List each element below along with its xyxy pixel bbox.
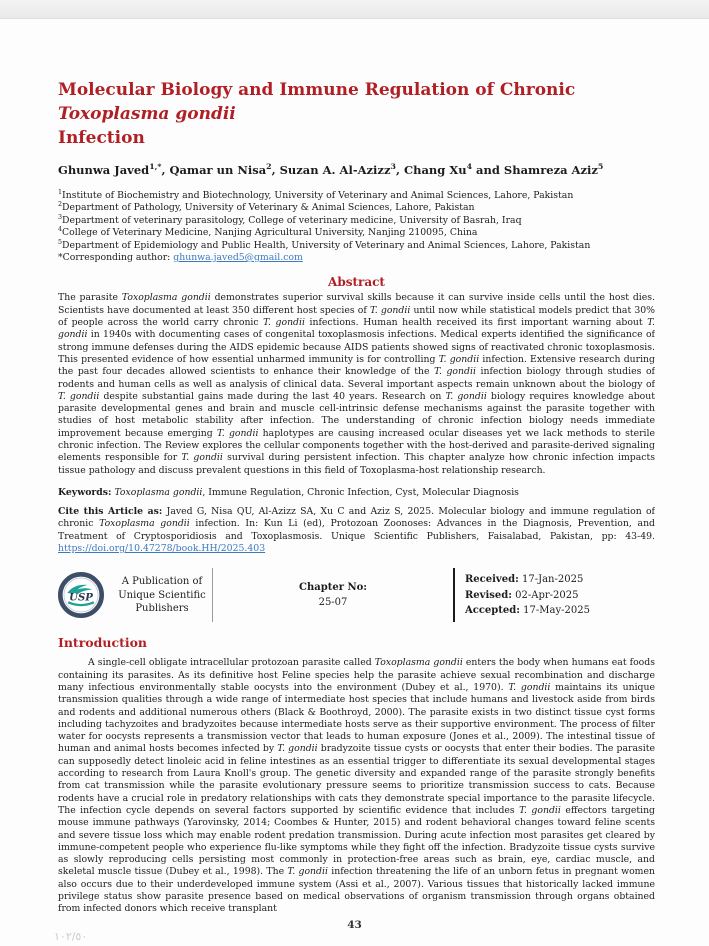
text-segment: 5 bbox=[597, 162, 604, 172]
page-top-band bbox=[0, 0, 709, 19]
text-segment: Javed G, Nisa QU, Al-Azizz SA, Xu C and Aziz S, 2025. Molecular biology and immune regulation of chronic bbox=[58, 506, 655, 530]
corresponding-author-label: *Corresponding author: bbox=[58, 252, 174, 264]
affiliation-line-2 bbox=[58, 202, 655, 214]
text-segment: maintains its unique transmission qualities through a wide range of intermediate host species that include humans and livestock aside from birds and rodents and additional numerous others (Black & Boothroyd, 2000). The parasite exists in two distinct tissue cyst forms including tachyzoites and bradyzoites because intermediate hosts serve as their supportive environment. The process of filter water for oocysts represents a transmission vector that leads to human exposure (Jones et al., 2009). The intestinal tissue of human and animal hosts becomes infected by bbox=[58, 681, 655, 755]
revised-label: Revised: bbox=[465, 589, 512, 601]
text-segment: infection. Extensive research during the past four decades allowed scientists to enhance their knowledge of the bbox=[58, 353, 655, 378]
text-segment: 4 bbox=[58, 226, 63, 234]
abstract-heading: Abstract bbox=[328, 275, 385, 290]
page-content bbox=[58, 78, 655, 916]
text-segment: T. gondii bbox=[438, 353, 480, 365]
text-segment: infections. Human health received its first important warning about bbox=[304, 317, 648, 329]
text-segment: T. gondii bbox=[58, 317, 655, 341]
text-segment: , Immune Regulation, Chronic Infection, Cyst, Molecular Diagnosis bbox=[202, 486, 519, 498]
dates-column bbox=[455, 572, 655, 619]
affiliations-block bbox=[58, 190, 655, 264]
publication-info-box bbox=[58, 566, 655, 624]
text-segment: T. gondii bbox=[369, 304, 411, 316]
text-segment: The parasite bbox=[58, 292, 122, 304]
text-segment: Toxoplasma gondii bbox=[58, 104, 236, 124]
accepted-date-row bbox=[465, 603, 655, 619]
text-segment: T. gondii bbox=[287, 866, 328, 878]
text-segment: Infection bbox=[58, 128, 145, 148]
usp-logo-icon bbox=[58, 572, 104, 618]
introduction-body bbox=[58, 657, 655, 915]
text-segment: T. gondii bbox=[216, 427, 259, 439]
text-segment: 1,* bbox=[149, 162, 162, 172]
cite-label: Cite this Article as: bbox=[58, 506, 163, 518]
text-segment: Institute of Biochemistry and Biotechnology, University of Veterinary and Animal Sciences, Lahore, Pakistan bbox=[62, 190, 574, 201]
chapter-column bbox=[213, 580, 453, 610]
text-segment: 2 bbox=[266, 162, 272, 172]
received-value: 17-Jan-2025 bbox=[521, 574, 584, 586]
doi-link[interactable]: https://doi.org/10.47278/book.HH/2025.403 bbox=[58, 543, 266, 555]
corresponding-author-line bbox=[58, 252, 655, 264]
text-segment: T. gondii bbox=[434, 366, 476, 378]
introduction-heading: Introduction bbox=[58, 635, 148, 651]
text-segment: Department of Epidemiology and Public Health, University of Veterinary and Animal Sciences, Lahore, Pakistan bbox=[62, 239, 591, 251]
text-segment: Ghunwa Javed bbox=[58, 163, 150, 177]
corner-mark: ١٠٢/٥٠ bbox=[54, 930, 88, 943]
text-segment: 2 bbox=[58, 201, 63, 209]
text-segment: haplotypes are causing increased ocular diseases yet we lack methods to sterile chronic infection. The Review explores the cellular components together with the host-derived and parasite-derived signaling elements responsible for bbox=[58, 427, 655, 464]
abstract-body bbox=[58, 292, 655, 476]
received-date-row bbox=[465, 572, 655, 588]
affiliation-line-3 bbox=[58, 215, 655, 227]
usp-logo-text: USP bbox=[69, 591, 93, 604]
text-segment: bradyzoite tissue cysts or oocysts that enter their bodies. The parasite can supposedly detect linoleic acid in feline intestines as an essential trigger to differentiate its sexual developmental stages according to research from Laura Knoll's group. The genetic diversity and expanded range of the parasite strongly benefits from cat transmission while the parasite evolutionary pressure seems to prioritize transmission success to cats. Because rodents have a crucial role in predatory relationships with cats they demonstrate special importance to the parasite lifecycle. The infection cycle depends on several factors supported by scientific evidence that includes bbox=[58, 743, 655, 816]
citation-block bbox=[58, 506, 655, 555]
text-segment: Toxoplasma gondii bbox=[121, 292, 211, 304]
affiliation-line-1 bbox=[58, 190, 655, 202]
keywords-text bbox=[111, 487, 518, 498]
affiliation-line-5 bbox=[58, 240, 655, 252]
text-segment: T. gondii bbox=[519, 804, 561, 816]
authors-line bbox=[58, 163, 655, 177]
keywords-label: Keywords: bbox=[58, 486, 112, 498]
text-segment: Toxoplasma gondii bbox=[114, 486, 203, 498]
text-segment: until now while statistical models predict that 30% of people across the world carry chronic bbox=[58, 304, 655, 329]
text-segment: Department of Pathology, University of Veterinary & Animal Sciences, Lahore, Pakistan bbox=[62, 202, 475, 214]
text-segment: biology requires knowledge about parasite developmental genes and brain and muscle cell-intrinsic defense mechanisms against the parasite together with studies of host metabolic stability after infection. The understanding of chronic infection biology needs immediate improvement because emerging bbox=[58, 390, 655, 439]
publication-of-text bbox=[112, 575, 212, 616]
text-segment: demonstrates superior survival skills because it can survive inside cells until the host dies. Scientists have documented at least 350 different host species of bbox=[58, 292, 655, 316]
text-segment: in 1940s with documenting cases of congenital toxoplasmosis infections. Medical experts identified the significance of strong immune defenses during the AIDS epidemic because AIDS patients showed signs of reactivated chronic toxoplasmosis. This presented evidence of how essential unharmed immunity is for controlling bbox=[58, 329, 655, 365]
publication-line-1: A Publication of bbox=[121, 576, 203, 588]
publisher-column bbox=[58, 572, 212, 618]
text-segment: T. gondii bbox=[445, 390, 487, 402]
revised-value: 02-Apr-2025 bbox=[515, 589, 579, 601]
text-segment: College of Veterinary Medicine, Nanjing Agricultural University, Nanjing 210095, China bbox=[62, 227, 478, 239]
accepted-label: Accepted: bbox=[465, 605, 520, 617]
text-segment: infection threatening the life of an unborn fetus in pregnant women also occurs due to their underdeveloped immune system (Assi et al., 2007). Various tissues that historically lacked immune privilege status show parasite presence based on medical observations of organism transmission through organs obtained from infected donors which receive transplant bbox=[58, 866, 655, 915]
text-segment: despite substantial gains made during the last 40 years. Research on bbox=[99, 390, 446, 402]
text-segment: 4 bbox=[466, 162, 473, 172]
chapter-number-value: 25-07 bbox=[318, 597, 348, 609]
publication-line-3: Publishers bbox=[135, 603, 189, 615]
text-segment: , Qamar un Nisa bbox=[161, 163, 267, 177]
text-segment: 1 bbox=[58, 188, 63, 196]
text-segment: A single-cell obligate intracellular protozoan parasite called bbox=[88, 657, 375, 669]
text-segment: , Suzan A. Al-Azizz bbox=[271, 163, 391, 177]
text-segment: Toxoplasma gondii bbox=[374, 657, 463, 669]
revised-date-row bbox=[465, 588, 655, 604]
affiliation-line-4 bbox=[58, 227, 655, 239]
text-segment: , Chang Xu bbox=[395, 163, 467, 177]
text-segment: Department of veterinary parasitology, College of veterinary medicine, University of Basrah, Iraq bbox=[62, 214, 522, 226]
received-label: Received: bbox=[465, 574, 519, 586]
text-segment: survival during persistent infection. This chapter analyze how chronic infection impacts tissue pathology and discuss prevalent questions in this field of Toxoplasma-host relationship research. bbox=[58, 452, 655, 476]
text-segment: effectors targeting mouse immune pathways (Yarovinsky, 2014; Coombes & Hunter, 2015) and rodent behavioral changes toward feline scents and severe tissue loss which may enable rodent predation transmission. During acute infection most parasites get cleared by immune-competent people who experience flu-like symptoms while they fight off the infection. Bradyzoite tissue cysts survive as slowly reproducing cells persisting most commonly in protection-free areas such as brain, eye, cardiac muscle, and skeletal muscle tissue (Dubey et al., 1998). The bbox=[58, 804, 655, 878]
text-segment: T. gondii bbox=[181, 452, 223, 464]
publication-line-2: Unique Scientific bbox=[118, 589, 206, 601]
text-segment: T. gondii bbox=[58, 390, 100, 402]
text-segment: Toxoplasma gondii bbox=[99, 518, 190, 530]
text-segment: Molecular Biology and Immune Regulation of Chronic bbox=[58, 80, 576, 100]
text-segment: 3 bbox=[58, 213, 63, 221]
text-segment: infection. In: Kun Li (ed), Protozoan Zoonoses: Advances in the Diagnosis, Prevention, and Treatment of Cryptosporidiosis and Toxoplasmosis. Unique Scientific Publishers, Faisalabad, Pakistan, pp: 43-49. bbox=[58, 518, 655, 542]
keywords-line bbox=[58, 487, 655, 499]
text-segment: T. gondii bbox=[263, 317, 305, 329]
text-segment: infection biology through studies of rodents and human cells as well as analysis of clinical data. Several important aspects remain unknown about the biology of bbox=[58, 366, 655, 390]
text-segment: 5 bbox=[58, 238, 63, 246]
text-segment: T. gondii bbox=[277, 743, 318, 755]
page-number: 43 bbox=[347, 919, 362, 931]
text-segment: 3 bbox=[390, 162, 396, 172]
text-segment: and Shamreza Aziz bbox=[472, 163, 598, 177]
chapter-number-label: Chapter No: bbox=[299, 582, 367, 594]
accepted-value: 17-May-2025 bbox=[523, 605, 590, 617]
corresponding-email-link[interactable]: ghunwa.javed5@gmail.com bbox=[173, 252, 303, 264]
text-segment: T. gondii bbox=[508, 681, 551, 693]
article-title bbox=[58, 78, 655, 150]
text-segment: enters the body when humans eat foods containing its parasites. As its definitive host Feline species help the parasite achieve sexual recombination and discharge many infectious environmentally stable oocysts into the environment (Dubey et al., 1970). bbox=[58, 657, 655, 693]
